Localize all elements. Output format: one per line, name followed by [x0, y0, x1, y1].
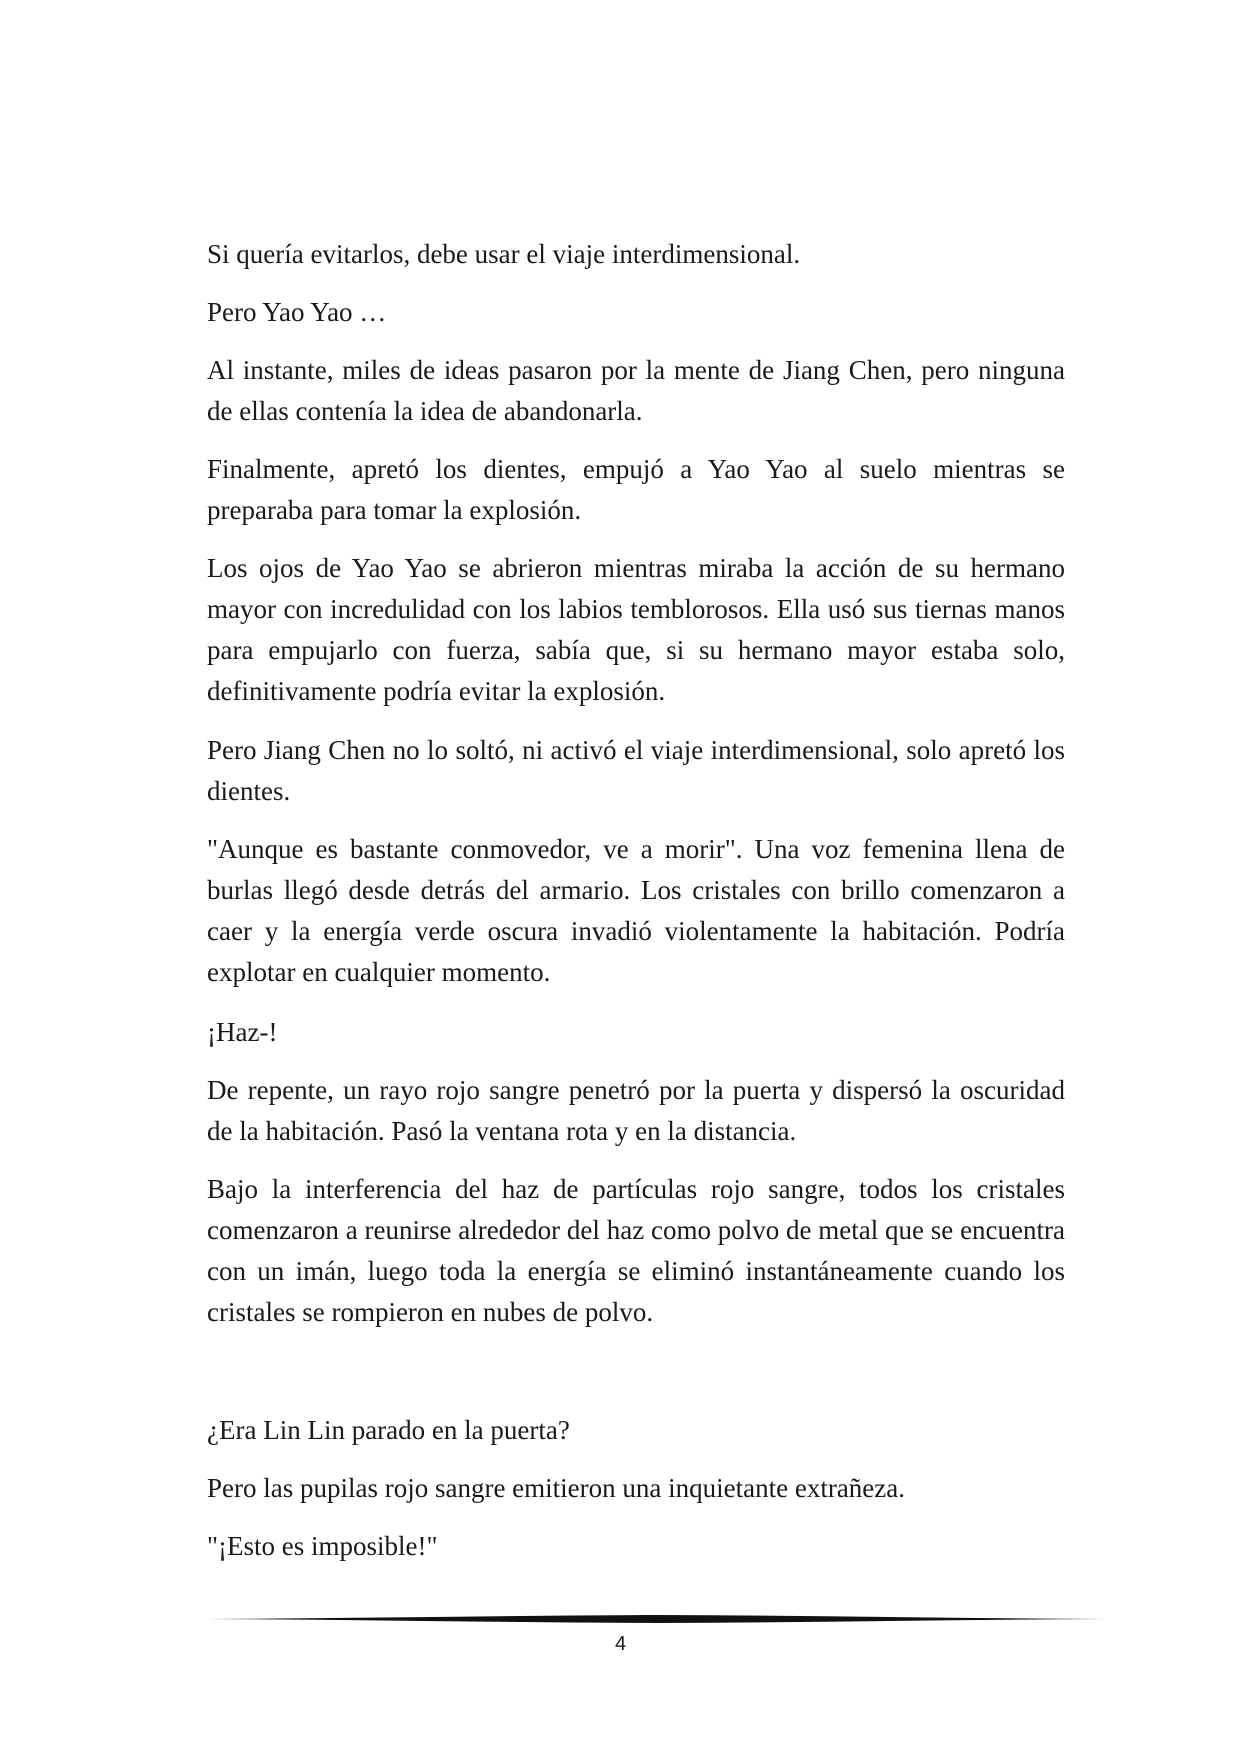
paragraph	[207, 234, 1065, 275]
paragraph-text: Bajo la interferencia del haz de partículas rojo sangre, todos los cristales comenzaron a reunirse alrededor del haz como polvo de metal que se encuentra con un imán, luego toda la energía se eliminó instantáneamente cuando los cristales se rompieron en nubes de polvo.	[207, 1174, 1065, 1327]
paragraph	[207, 1012, 1065, 1053]
paragraph	[207, 1468, 1065, 1509]
paragraph-text: Al instante, miles de ideas pasaron por la mente de Jiang Chen, pero ninguna de ellas contenía la idea de abandonarla.	[207, 355, 1065, 426]
paragraph	[207, 1070, 1065, 1152]
paragraph-text: De repente, un rayo rojo sangre penetró por la puerta y dispersó la oscuridad de la habitación. Pasó la ventana rota y en la distancia.	[207, 1075, 1065, 1146]
paragraph-text: Finalmente, apretó los dientes, empujó a Yao Yao al suelo mientras se preparaba para tomar la explosión.	[207, 454, 1065, 525]
paragraph	[207, 1410, 1065, 1451]
paragraph-text: "¡Esto es imposible!"	[207, 1531, 438, 1561]
paragraph-text: ¡Haz-!	[207, 1017, 278, 1047]
paragraph	[207, 548, 1065, 712]
paragraph	[207, 449, 1065, 531]
paragraph	[207, 730, 1065, 812]
paragraph	[207, 1169, 1065, 1333]
paragraph	[207, 1526, 1065, 1567]
paragraph	[207, 829, 1065, 993]
paragraph-text: Los ojos de Yao Yao se abrieron mientras miraba la acción de su hermano mayor con incredulidad con los labios temblorosos. Ella usó sus tiernas manos para empujarlo con fuerza, sabía que, si su hermano mayor estaba solo, definitivamente podría evitar la explosión.	[207, 553, 1065, 706]
paragraph	[207, 292, 1065, 333]
paragraph	[207, 350, 1065, 432]
paragraph-text: Si quería evitarlos, debe usar el viaje interdimensional.	[207, 239, 801, 269]
paragraph-text: "Aunque es bastante conmovedor, ve a morir". Una voz femenina llena de burlas llegó desde detrás del armario. Los cristales con brillo comenzaron a caer y la energía verde oscura invadió violentamente la habitación. Podría explotar en cualquier momento.	[207, 834, 1065, 987]
paragraph-text: Pero Jiang Chen no lo soltó, ni activó el viaje interdimensional, solo apretó los dientes.	[207, 735, 1065, 806]
paragraph-text: ¿Era Lin Lin parado en la puerta?	[207, 1415, 570, 1445]
paragraph-text: Pero las pupilas rojo sangre emitieron una inquietante extrañeza.	[207, 1473, 906, 1503]
paragraph-text: Pero Yao Yao …	[207, 297, 387, 327]
footer-divider	[207, 1614, 1107, 1624]
page-number: 4	[614, 1633, 627, 1655]
